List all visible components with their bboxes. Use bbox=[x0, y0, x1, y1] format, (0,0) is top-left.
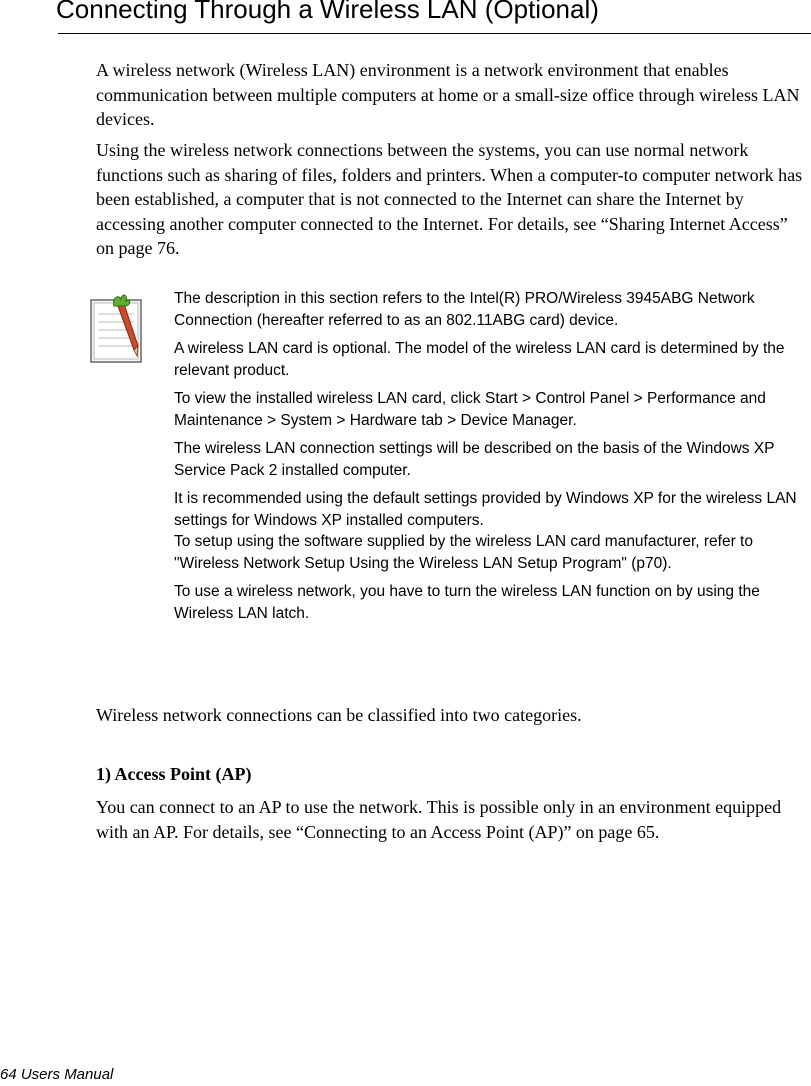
categories-paragraph: Wireless network connections can be classified into two categories. bbox=[96, 705, 582, 725]
note-box bbox=[174, 288, 810, 631]
note-item: To setup using the software supplied by the wireless LAN card manufacturer, refer to "Wireless Network Setup Using the Wireless LAN Setup Program" (p70). bbox=[174, 533, 753, 572]
note-pad-icon bbox=[88, 292, 144, 364]
access-point-paragraph: You can connect to an AP to use the network. This is possible only in an environment equipped with an AP. For details, see “Connecting to an Access Point (AP)” on page 65. bbox=[96, 797, 782, 842]
note-item: To use a wireless network, you have to turn the wireless LAN function on by using the Wireless LAN latch. bbox=[174, 583, 760, 622]
intro-paragraph-2: Using the wireless network connections between the systems, you can use normal network functions such as sharing of files, folders and printers. When a computer-to computer network has been established, a computer that is not connected to the Internet can share the Internet by accessing another computer connected to the Internet. For details, see “Sharing Internet Access” on page 76. bbox=[96, 140, 803, 258]
note-item: To view the installed wireless LAN card, click Start > Control Panel > Performance and Maintenance > System > Hardware tab > Device Manager. bbox=[174, 390, 766, 429]
title-rule bbox=[58, 33, 811, 34]
note-item: A wireless LAN card is optional. The model of the wireless LAN card is determined by the relevant product. bbox=[174, 340, 785, 379]
note-item: The wireless LAN connection settings will be described on the basis of the Windows XP Service Pack 2 installed computer. bbox=[174, 440, 775, 479]
page-title: Connecting Through a Wireless LAN (Optional) bbox=[56, 0, 599, 24]
intro-paragraph-1: A wireless network (Wireless LAN) environment is a network environment that enables communication between multiple computers at home or a small-size office through wireless LAN devices. bbox=[96, 60, 800, 129]
page-footer: 64 Users Manual bbox=[0, 1066, 114, 1083]
note-item: It is recommended using the default settings provided by Windows XP for the wireless LAN settings for Windows XP installed computers. bbox=[174, 490, 797, 529]
section-heading-access-point: 1) Access Point (AP) bbox=[96, 764, 252, 784]
note-item: The description in this section refers to the Intel(R) PRO/Wireless 3945ABG Network Connection (hereafter referred to as an 802.11ABG card) device. bbox=[174, 290, 755, 329]
